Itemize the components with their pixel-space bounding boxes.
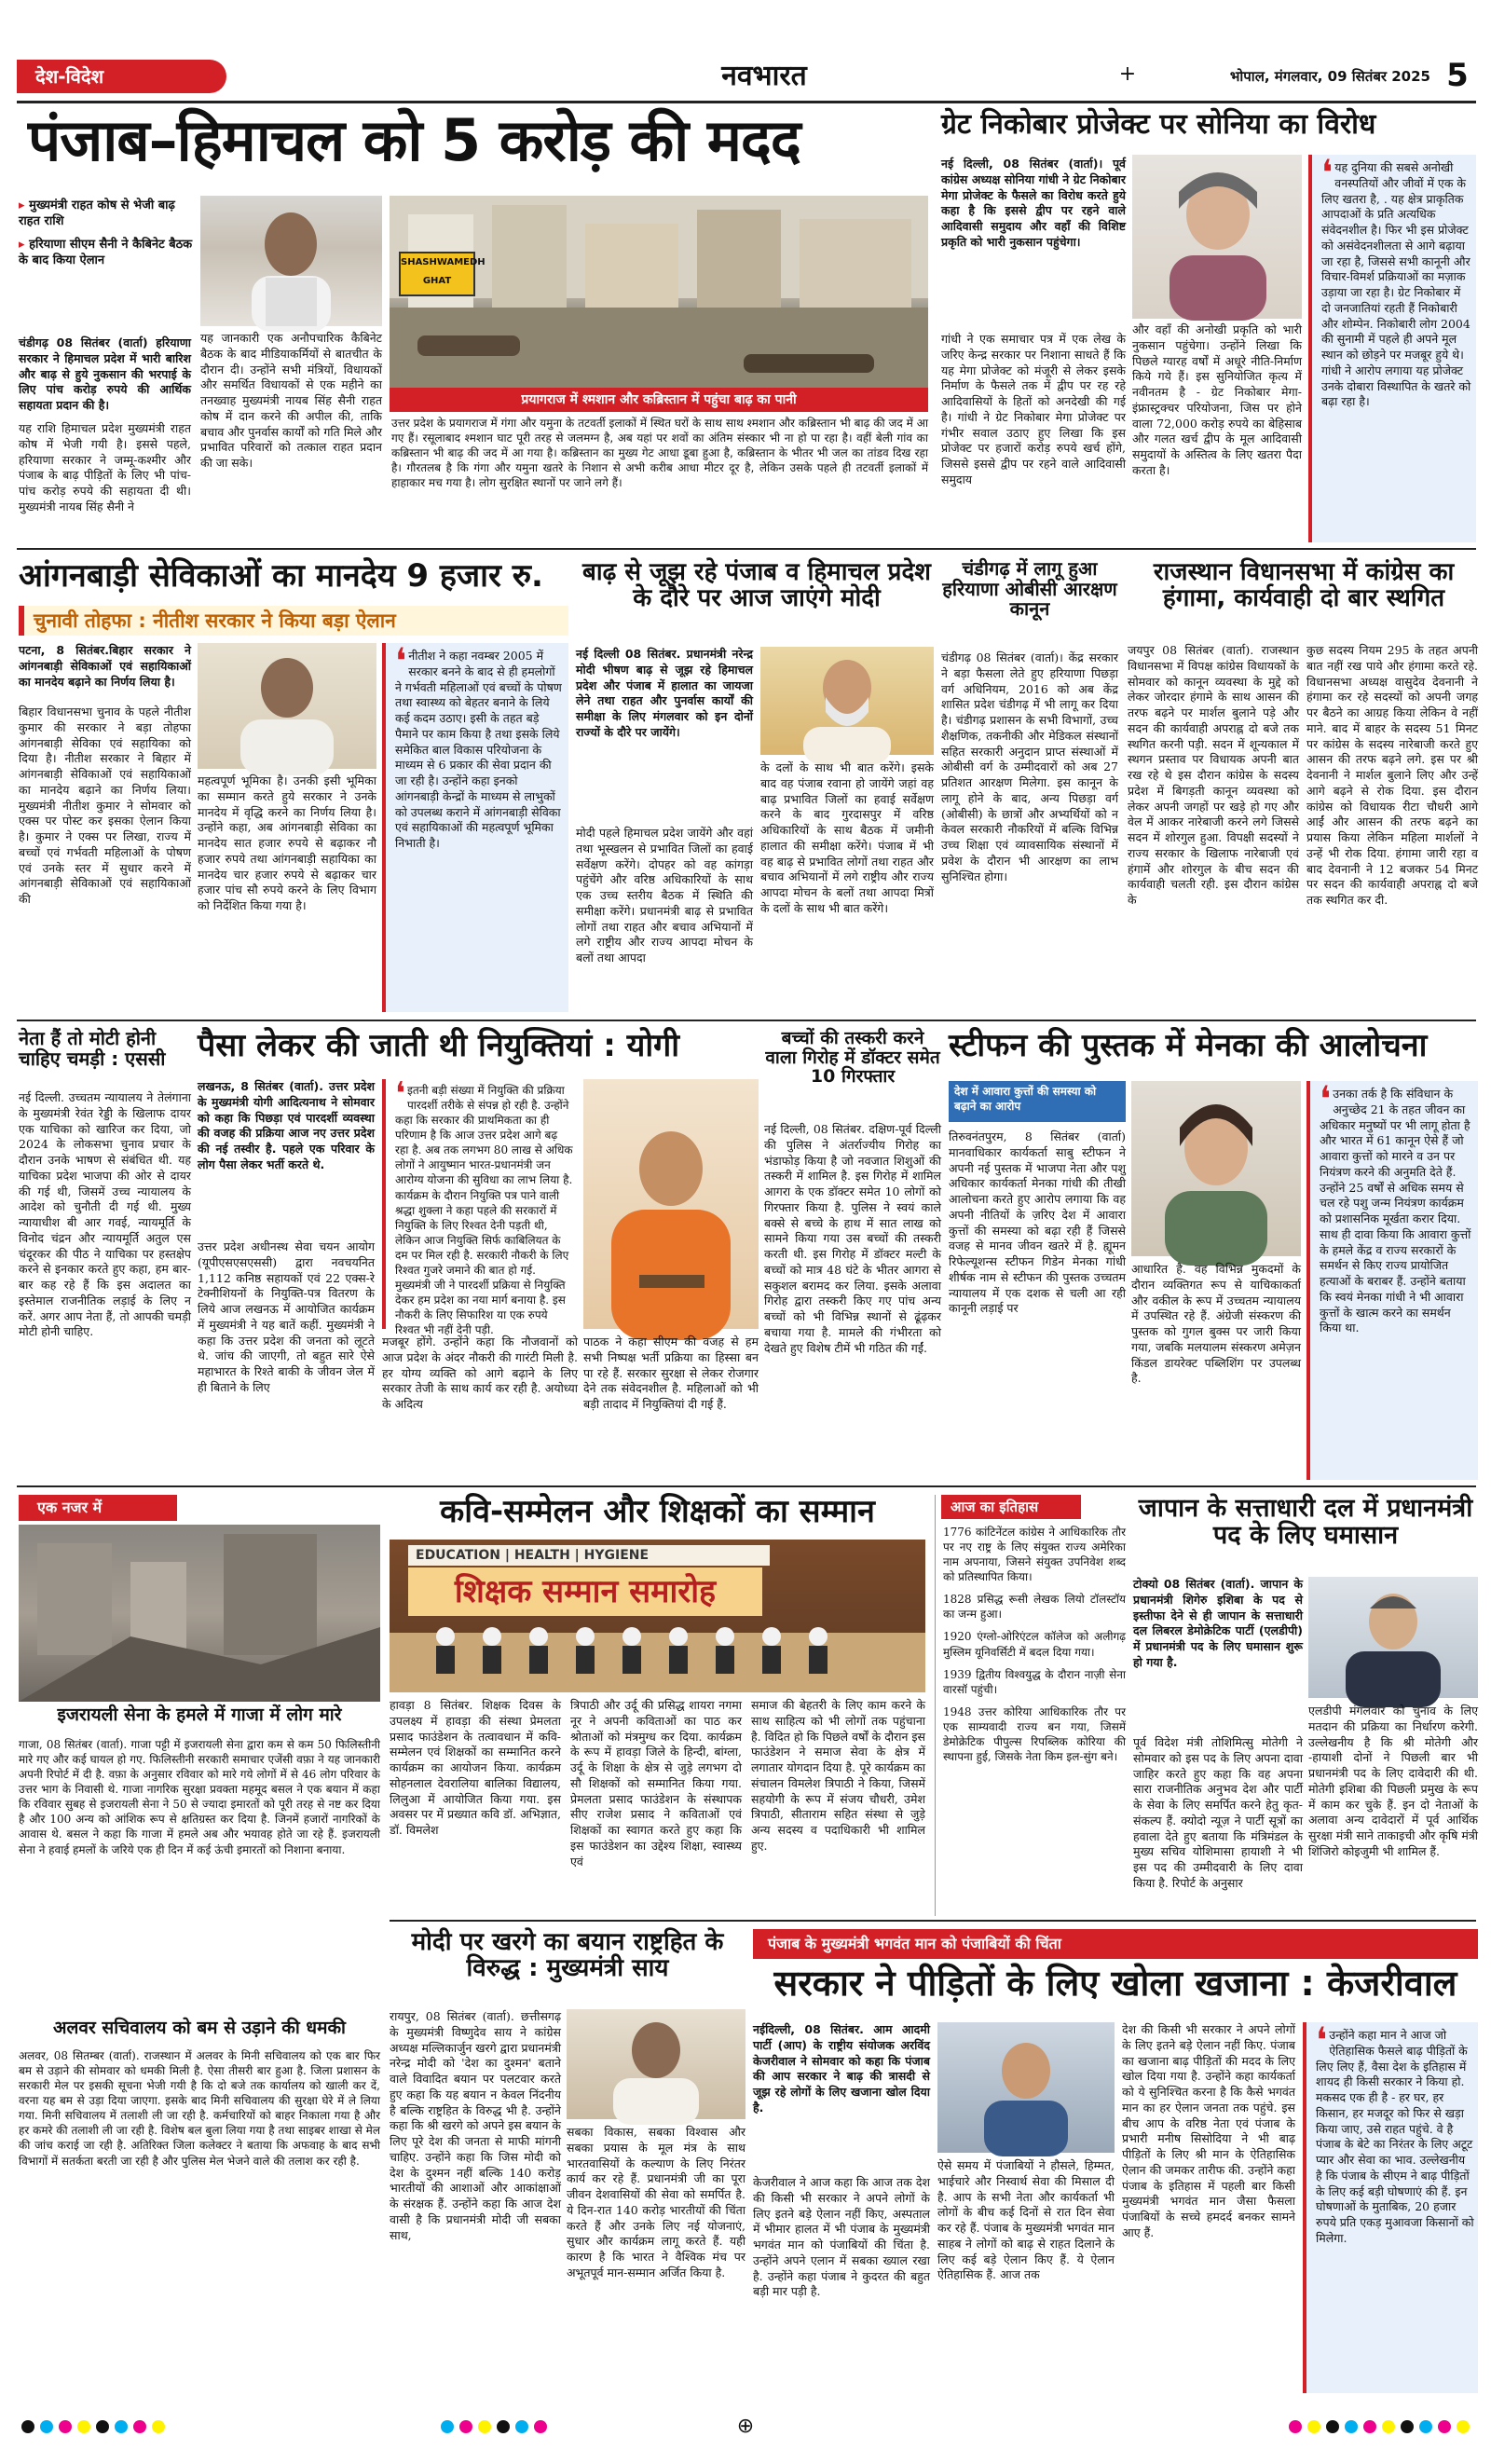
body-kejriwal-col2: ऐसे समय में पंजाबियों ने हौसले, हिम्मत, भाईचारे और निस्वार्थ सेवा की मिसाल दी है. आप के सभी नेता और कार्यकर्ता भी लोगों के बीच कई दिनों से रात दिन सेवा कर रहे हैं. पंजाब के मुख्यमंत्री भगवंत मान साहब ने लोगों को बाढ़ से राहत दिलाने के लिए कई बड़े ऐलान किए हैं. ये ऐलान ऐतिहासिक हैं. आज तक: [937, 2158, 1115, 2282]
bullet-2: ▸ हरियाणा सीएम सैनी ने कैबिनेट बैठक के बाद किया ऐलान: [19, 237, 193, 267]
photo-prayagraj-flood: [390, 196, 928, 412]
photo-japan-minister: [1308, 1577, 1478, 1698]
body-sc: नई दिल्ली. उच्चतम न्यायालय ने तेलंगाना के मुख्यमंत्री रेवंत रेड्डी के खिलाफ दायर एक याचिका को खारिज कर दिया, जो 2024 के लोकसभा चुनाव प्रचार के दौरान उनके भाषण से संबंधित थी. यह याचिका प्रदेश भाजपा की ओर से दायर की गई थी, जिसमें उच्च न्यायालय के आदेश को चुनौती दी गई थी. मुख्य न्यायाधीश बी आर गवई, न्यायमूर्ति के विनोद चंद्रन और न्यायमूर्ति अतुल एस चंदूरकर की पीठ ने याचिका पर हस्तक्षेप करने से इनकार करते हुए कहा, हम बार-बार कह रहे हैं कि इस अदालत का इस्तेमाल राजनीतिक लड़ाई के लिए न करें. अगर आप नेता हैं, तो आपकी चमड़ी मोटी होनी चाहिए.: [19, 1090, 191, 1339]
itihas-entry: 1948 उत्तर कोरिया आधिकारिक तौर पर एक साम्यवादी राज्य बन गया, जिसमें डेमोक्रेटिक पीपुल्स रिपब्लिक कोरिया की स्थापना हुई, जिसके नेता किम इल-सुंग बने।: [943, 1704, 1126, 1764]
headline-alwar: अलवर सचिवालय को बम से उड़ाने की धमकी: [53, 2018, 346, 2038]
itihas-label: आज का इतिहास: [941, 1495, 1081, 1519]
quote-anganwadi-text: नीतीश ने कहा नवम्बर 2005 में सरकार बनने के बाद से ही हमलोगों ने गर्भवती महिलाओं एवं बच्चों के पोषण तथा स्वास्थ्य को बेहतर बनाने के लिये कई कदम उठाए। इसी के तहत बड़े पैमाने पर काम किया है तथा इसके लिये समेकित बाल विकास परियोजना के माध्यम से 6 प्रकार की सेवा प्रदान की जा रही है। उन्होंने कहा इनको आंगनबाड़ी केन्द्रों के माध्यम से लाभुकों को उपलब्ध कराने में आंगनबाड़ी सेविका एवं सहायिकाओं की महत्वपूर्ण भूमिका निभाती है।: [395, 649, 562, 850]
quote-maneka-text: उनका तर्क है कि संविधान के अनुच्छेद 21 के तहत जीवन का अधिकार मनुष्यों पर भी लागू होता है और भारत में 61 कानून ऐसे हैं जो आवारा कुत्तों को मारने व उन पर नियंत्रण करने की अनुमति देते हैं. उन्होंने 25 वर्षों से अधिक समय से चल रहे पशु जन्म नियंत्रण कार्यक्रम को प्रशासनिक मूर्खता करार दिया. साथ ही दावा किया कि आवारा कुत्तों के हमले केंद्र व राज्य सरकारों के समर्थन से किए राज्य प्रायोजित हत्याओं के बराबर हैं. उन्होंने बताया कि स्वयं मेनका गांधी ने भी आवारा कुत्तों के खात्म करने का समर्थन किया था.: [1320, 1087, 1471, 1335]
lead-yogi: लखनऊ, 8 सितंबर (वार्ता). उत्तर प्रदेश के मुख्यमंत्री योगी आदित्यनाथ ने सोमवार को कहा कि पिछड़ा एवं पारदर्शी व्यवस्था की वजह की प्रक्रिया आज नए उत्तर प्रदेश की नई तस्वीर है. पहले एक परिवार के लोग पैसा लेकर भर्ती करते थे.: [198, 1079, 375, 1171]
headline-obc: चंडीगढ़ में लागू हुआ हरियाणा ओबीसी आरक्षण कानून: [942, 557, 1117, 621]
quote-sonia-text: यह दुनिया की सबसे अनोखी वनस्पतियों और जीवों में एक के लिए खतरा है, . यह क्षेत्र प्राकृतिक आपदाओं के प्रति अत्यधिक संवेदनशील है। फिर भी इस प्रोजेक्ट को असंवेदनशीलता से आगे बढ़ाया जा रहा है, जिससे सभी कानूनी और विचार-विमर्श प्रक्रियाओं का मज़ाक उड़ाया जा रहा है। ग्रेट निकोबार में दो जनजातियां रहती हैं निकोबारी और शोम्पेन. निकोबारी लोग 2004 की सुनामी में पहले ही अपने मूल स्थान को छोड़ने पर मजबूर हुये थे। गांधी ने आरोप लगाया यह प्रोजेक्ट उनके दोबारा विस्थापित के खतरे को बढ़ा रहा है।: [1321, 160, 1471, 409]
quote-anganwadi: [382, 640, 568, 1012]
photo-yogi-adityanath: [583, 1079, 759, 1329]
registration-target-icon: ⊕: [736, 2415, 755, 2438]
quote-mark-icon: ❛: [395, 640, 407, 681]
body-sonia-col1: गांधी ने एक समाचार पत्र में एक लेख के जरिए केन्द्र सरकार पर निशाना साधते हैं कि यह मेगा प्रोजेक्ट को मंजूरी से लेकर इसके निर्माण के फैसले तक में द्वीप पर रह रहे आदिवासियों के हितों को अनदेखी की गई है। गांधी ने ग्रेट निकोबार मेगा प्रोजेक्ट पर गंभीर सवाल उठाए हुए लिखा कि इस प्रोजेक्ट पर हजारों करोड़ रुपये खर्च होंगे, जिससे इससे द्वीप पर रहने वाले आदिवासी समुदाय: [941, 332, 1126, 486]
dateline: भोपाल, मंगलवार, 09 सितंबर 2025: [1229, 68, 1430, 85]
body-anganwadi-col1: बिहार विधानसभा चुनाव के पहले नीतीश कुमार की सरकार ने बड़ा तोहफा आंगनबाड़ी सेविका एवं सहायिका को दिया है। नीतीश सरकार ने बिहार में आंगनबाड़ी सेविकाओं एवं सहायिकाओं का मानदेय बढ़ाने का निर्णय लिया। मुख्यमंत्री नीतीश कुमार ने सोमवार को एक्स पर पोस्ट कर इसका ऐलान किया है। कुमार ने एक्स पर लिखा, राज्य में बच्चों एवं गर्भवती महिलाओं के पोषण एवं उनके स्तर में सुधार करने में आंगनबाड़ी सेविकाओं एवं सहायिकाओं की: [19, 705, 191, 906]
registration-cross: +: [1118, 62, 1137, 86]
divider-row3: [17, 1485, 1476, 1487]
portrait-figure-icon: [200, 196, 382, 326]
divider-row1: [17, 548, 1476, 550]
headline-punjab: पंजाब–हिमाचल को 5 करोड़ की मदद: [28, 106, 800, 174]
header-bar: [0, 54, 1491, 101]
quote-mark-icon: ❛: [1321, 152, 1334, 193]
body-sonia-col2: और वहाँ की अनोखी प्रकृति को भारी नुकसान पहुंचेगा। उन्होंने लिखा कि पिछले ग्यारह वर्षों में अधूरे नीति-निर्माण किये गये हैं। इस सुनियोजित कृत्य में नवीनतम है - ग्रेट निकोबार मेगा-इंफ्रास्ट्रक्चर परियोजना, जिस पर होने वाला 72,000 करोड़ रुपये का बेहिसाब और गलत खर्च द्वीप के मूल आदिवासी समुदायों के अस्तित्व के लिए खतरा पैदा करता है।: [1132, 322, 1302, 477]
photo-shikshak-samman: [390, 1540, 925, 1692]
body-kejriwal-col1: केजरीवाल ने आज कहा कि आज तक देश की किसी भी सरकार ने अपने लोगों के लिए इतने बड़े ऐलान नहीं किए, अस्पताल में भीमार हालत में भी पंजाब के मुख्यमंत्री भगवंत मान को पंजाबियों की चिंता है. उन्होंने अपने एलान में सबका ख्याल रखा है. उन्होंने कहा पंजाब ने कुदरत की बहुत बड़ी मार पड़ी है.: [753, 2175, 930, 2299]
quote-kejriwal-text: उन्होंने कहा मान ने आज जो ऐतिहासिक फैसले बाढ़ पीड़ितों के लिए लिए हैं, वैसा देश के इतिहास में शायद ही किसी सरकार ने किया हो. मकसद एक ही है - हर घर, हर किसान, हर मजदूर को फिर से खड़ा किया जाए, उसे राहत पहुंचे. वे है पंजाब के बेटे का निरंतर के लिए अटूट प्यार और सेवा का भाव. उल्लेखनीय है कि पंजाब के सीएम ने बाढ़ पीड़ितों के लिए कई बड़ी घोषणाएं की हैं. इन घोषणाओं के मुताबिक, 20 हजार रुपये प्रति एकड़ मुआवजा किसानों को मिलेगा.: [1316, 2028, 1474, 2245]
quote-mark-icon: ❛: [1316, 2019, 1328, 2060]
photo-narendra-modi: [760, 647, 934, 755]
banner-top: EDUCATION | HEALTH | HYGIENE: [408, 1545, 770, 1566]
headline-kharge: मोदी पर खरगे का बयान राष्ट्रहित के विरुद्ध : मुख्यमंत्री साय: [411, 1928, 724, 1983]
photo-gaza: [19, 1525, 380, 1702]
body-obc: चंडीगढ़ 08 सितंबर (वार्ता)। केंद्र सरकार ने बड़ा फैसला लेते हुए हरियाणा पिछड़ा वर्ग अधिनियम, 2016 को अब केंद्र शासित प्रदेश चंडीगढ़ में भी लागू कर दिया है। चंडीगढ़ प्रशासन के सभी विभागों, उच्च शैक्षणिक, तकनीकी और मेडिकल संस्थानों सहित सरकारी अनुदान प्राप्त संस्थाओं में ओबीसी वर्ग के उम्मीदवारों को अब 27 प्रतिशत आरक्षण मिलेगा. इस कानून के लागू होने के बाद, अन्य पिछड़ा वर्ग (ओबीसी) के छात्रों और अभ्यर्थियों को न केवल सरकारी नौकरियों में बल्कि विभिन्न उच्च शिक्षा एवं व्यावसायिक संस्थानों में प्रवेश के दौरान भी आरक्षण का लाभ सुनिश्चित होगा।: [941, 650, 1118, 883]
quote-yogi-text: इतनी बड़ी संख्या में नियुक्ति की प्रक्रिया पारदर्शी तरीके से संपन्न हो रही है. उन्होंने कहा कि सरकार की प्राथमिकता का ही परिणाम है कि आज उत्तर प्रदेश आगे बढ़ रहा है. अब तक लगभग 80 लाख से अधिक लोगों ने आयुष्मान भारत-प्रधानमंत्री जन आरोग्य योजना की सुविधा का लाभ लिया है. कार्यक्रम के दौरान नियुक्ति पत्र पाने वाली श्रद्धा शुक्ला ने कहा पहले की सरकारों में नियुक्ति के लिए रिश्वत देनी पड़ती थी, लेकिन आज नियुक्ति सिर्फ काबिलियत के दम पर मिल रही है. सरकारी नौकरी के लिए रिश्वत गुजरे जमाने की बात हो गई. मुख्यमंत्री जी ने पारदर्शी प्रक्रिया से नियुक्ति देकर हम प्रदेश का नया मार्ग बनाया है. इस नौकरी के लिए सिफारिश या एक रुपये रिश्वत भी नहीं देनी पड़ी.: [395, 1084, 573, 1337]
ek-nazar-tag: [19, 1495, 380, 1521]
lead-japan: टोक्यो 08 सितंबर (वार्ता). जापान के प्रधानमंत्री शिगेरु इशिबा के पद से इस्तीफा देने से ही जापान के सत्ताधारी दल लिबरल डेमोक्रेटिक पार्टी (एलडीपी) में प्रधानमंत्री पद के लिए घमासान शुरू हो गया है.: [1133, 1577, 1303, 1669]
masthead: नवभारत: [721, 60, 807, 92]
reg-marks-right: [913, 2419, 1472, 2438]
headline-doctor: बच्चों की तस्करी करने वाला गिरोह में डॉक्टर समेत 10 गिरफ्तार: [765, 1028, 940, 1088]
body-kavi-col1: हावड़ा 8 सितंबर. शिक्षक दिवस के उपलक्ष्य में हावड़ा की संस्था प्रेमलता प्रसाद फाउंडेशन के तत्वावधान में कवि-सम्मेलन एवं शिक्षकों का सम्मानित करने कार्यक्रम का आयोजन किया. कार्यक्रम सोहनलाल देवरालिया बालिका विद्यालय, लिलुआ में आयोजित किया गया. इस अवसर पर में प्रख्यात कवि डॉ. अभिज्ञात, डॉ. विमलेश: [390, 1698, 561, 1837]
portrait-figure-icon: [1308, 1577, 1478, 1698]
divider-row4: [390, 1920, 1476, 1922]
portrait-figure-icon: [760, 647, 934, 755]
photo-nitish-kumar: [198, 643, 376, 769]
body-rajasthan-col1: जयपुर 08 सितंबर (वार्ता). राजस्थान विधानसभा में विपक्ष कांग्रेस विधायकों के सोमवार को कानून व्यवस्था के मुद्दे को लेकर जोरदार हंगामे के साथ आसन की तरफ बढ़ने पर मार्शल बुलाने पड़े और सदन की कार्यवाही अपराह्न दो बजे तक स्थगित करनी पड़ी. सदन में शून्यकाल में स्थगन प्रस्ताव पर विधायक अपनी बात रख रहे थे इस दौरान कांग्रेस के सदस्य प्रदेश में बिगड़ती कानून व्यवस्था को लेकर अपनी जगहों पर खड़े हो गए और वेल में आकर नारेबाजी करने लगे जिससे सदन में शोरगुल हुआ. विपक्षी सदस्यों ने राज्य सरकार के खिलाफ नारेबाजी एवं हंगामें और शोरगुल के बीच सदन की कार्यवाही चलती रही. इस दौरान कांग्रेस के: [1128, 643, 1299, 907]
headline-yogi: पैसा लेकर की जाती थी नियुक्तियां : योगी: [198, 1027, 680, 1064]
itihas-entry: 1939 द्वितीय विश्वयुद्ध के दौरान नाज़ी सेना वारसॉ पहुंची।: [943, 1667, 1126, 1696]
banner-main: शिक्षक सम्मान समारोह: [408, 1567, 762, 1616]
headline-sc: नेता हैं तो मोटी होनी चाहिए चमड़ी : एससी: [19, 1027, 166, 1070]
itihas-entry: 1920 एंग्लो-ओरिएंटल कॉलेज को अलीगढ़ मुस्लिम यूनिवर्सिटी में बदल दिया गया।: [943, 1630, 1126, 1659]
headline-maneka: स्टीफन की पुस्तक में मेनका की आलोचना: [949, 1027, 1428, 1064]
portrait-figure-icon: [937, 2022, 1115, 2153]
flood-scene: [390, 196, 928, 412]
headline-kejriwal: सरकार ने पीड़ितों के लिए खोला खजाना : केजरीवाल: [773, 1963, 1457, 2004]
lead-kejriwal: नईदिल्ली, 08 सितंबर. आम आदमी पार्टी (आप) के राष्ट्रीय संयोजक अरविंद केजरीवाल ने सोमवार को कहा कि पंजाब की आप सरकार ने बाढ़ की त्रासदी से जूझ रहे लोगों के लिए खजाना खोल दिया है.: [753, 2022, 930, 2115]
headline-rajasthan: राजस्थान विधानसभा में कांग्रेस का हंगामा, कार्यवाही दो बार स्थगित: [1153, 558, 1455, 613]
kicker-anganwadi: चुनावी तोहफा : नीतीश सरकार ने किया बड़ा ऐलान: [19, 606, 568, 636]
kicker-maneka: देश में आवारा कुत्तों की समस्या को बढ़ाने का आरोप: [949, 1081, 1126, 1122]
body-rajasthan-col2: कुछ सदस्य नियम 295 के तहत अपनी बात नहीं रख पाये और हंगामा करते रहे. विधानसभा अध्यक्ष वासुदेव देवनानी ने हंगामा कर रहे सदस्यों को अपनी जगह पर बैठने का आग्रह किया लेकिन वे नहीं माने. बाद में बाहर के सदस्य 51 मिनट पर कांग्रेस के सदस्य नारेबाजी करते हुए आसन की तरफ बढ़ने लगे. इस पर श्री देवनानी ने मार्शल बुलाने लिए और उन्हें आगे बढ़ने से रोक दिया. इस दौरान कांग्रेस को विधायक रीटा चौधरी आगे आईं और आसन की तरफ बढ़ने का प्रयास किया लेकिन महिला मार्शलों ने उन्हें भी रोक दिया. हंगामा जारी रहा व बाद देवनानी ने 12 बजकर 54 मिनट पर सदन की कार्यवाही अपराह्न दो बजे तक स्थगित कर दी.: [1306, 643, 1478, 907]
headline-modi-flood: बाढ़ से जूझ रहे पंजाब व हिमाचल प्रदेश के दौरे पर आज जाएंगे मोदी: [582, 558, 931, 613]
headline-gaza: इजरायली सेना के हमले में गाजा में लोग मारे: [57, 1704, 342, 1725]
photo-caption-bar: प्रयागराज में श्मशान और कब्रिस्तान में पहुंचा बाढ़ का पानी: [390, 388, 928, 412]
portrait-figure-icon: [567, 2009, 746, 2119]
body-kharge-col2: सबका विकास, सबका विश्वास और सबका प्रयास के मूल मंत्र के साथ भारतवासियों के कल्याण के लिए निरंतर कार्य कर रहे हैं. प्रधानमंत्री जी का पूरा जीवन देशवासियों की सेवा को समर्पित है. ये दिन-रात 140 करोड़ भारतीयों की चिंता करते हैं और उनके लिए नई योजनाएं, सुधार और कार्यक्रम लागू करते हैं. यही कारण है कि भारत ने वैश्विक मंच पर अभूतपूर्व मान-सम्मान अर्जित किया है.: [567, 2125, 746, 2279]
headline-kavi: कवि-सम्मेलन और शिक्षकों का सम्मान: [440, 1493, 875, 1530]
body-japan-col2: एलडीपी मंगलवार को चुनाव के लिए मतदान की प्रक्रिया का निर्धारण करेगी. उल्लेखनीय है कि श्री मोतेगी और -हायाशी दोनों ने पिछली बार भी प्रधानमंत्री पद के लिए दावेदारी की थी. मोतेगी इशिबा की पिछली प्रमुख के रूप में काम कर चुके हैं. इन दो नेताओं के अलावा अन्य दावेदारों में पूर्व आर्थिक सुरक्षा मंत्री साने ताकाइची और कृषि मंत्री शिंजिरो कोइजुमी भी शामिल हैं.: [1308, 1704, 1478, 1858]
reg-marks-center: [438, 2419, 718, 2438]
ek-nazar-label: एक नजर में: [19, 1495, 177, 1521]
body-kejriwal-col3: देश की किसी भी सरकार ने अपने लोगों के लिए इतने बड़े ऐलान नहीं किए. पंजाब का खजाना बाढ़ पीड़ितों की मदद के लिए खोल दिया गया है. उन्होंने कहा कार्यकर्ता को ये सुनिश्चित करना है कि कैसे भगवंत मान का हर ऐलान जनता तक पहुंचे. इस बीच आप के वरिष्ठ नेता एवं पंजाब के प्रभारी मनीष सिसोदिया ने भी बाढ़ पीड़ितों के लिए श्री मान के ऐतिहासिक ऐलान की जमकर तारीफ की. उन्होंने कहा पंजाब के इतिहास में पहली बार किसी मुख्यमंत्री भगवंत मान जैसा फैसला पंजाबियों के सच्चे हमदर्द बनकर सामने आए हैं.: [1122, 2022, 1295, 2239]
body-yogi-col1: उत्तर प्रदेश अधीनस्थ सेवा चयन आयोग (यूपीएसएसएससी) द्वारा नवचयनित 1,112 कनिष्ठ सहायकों एवं 22 एक्स-रे टेक्नीशियनों के नियुक्ति-पत्र वितरण के लिये आज लखनऊ में आयोजित कार्यक्रम में मुख्यमंत्री ने यह बातें कहीं. मुख्यमंत्री ने कहा कि उत्तर प्रदेश की जनता को लूटते थे. जांच की जाएगी, तो बहुत सारे ऐसे महाभारत के रिश्ते बाकी के जीवन जेल में ही बिताने के लिए: [198, 1239, 375, 1394]
stage-people: [390, 1540, 925, 1692]
headline-sonia: ग्रेट निकोबार प्रोजेक्ट पर सोनिया का विरोध: [941, 108, 1376, 141]
headline-anganwadi: आंगनबाड़ी सेविकाओं का मानदेय 9 हजार रु.: [19, 557, 543, 595]
body-kharge-col1: रायपुर, 08 सितंबर (वार्ता). छत्तीसगढ़ के मुख्यमंत्री विष्णुदेव साय ने कांग्रेस अध्यक्ष मल्लिकार्जुन खरगे द्वारा प्रधानमंत्री नरेन्द्र मोदी को 'देश का दुश्मन' बताने वाले विवादित बयान पर पलटवार करते हुए कहा कि यह बयान न केवल निंदनीय है बल्कि राष्ट्रहित के विरुद्ध भी है. उन्होंने कहा कि श्री खरगे को अपने इस बयान के लिए पूरे देश की जनता से माफी मांगनी चाहिए. उन्होंने कहा कि जिस मोदी को देश के दुश्मन नहीं बल्कि 140 करोड़ भारतीयों की आशाओं और आकांक्षाओं के संरक्षक हैं. उन्होंने कहा कि आज देश वासी है कि प्रधानमंत्री मोदी जी सबका साथ,: [390, 2009, 561, 2242]
body-maneka-col1: तिरुवनंतपुरम, 8 सितंबर (वार्ता) मानवाधिकार कार्यकर्ता साबु स्टीफन ने अपनी नई पुस्तक में भाजपा नेता और पशु अधिकार कार्यकर्ता मेनका गांधी की तीखी आलोचना करते हुए आरोप लगाया कि वह अपनी नीतियों के ज़रिए देश में आवारा कुत्तों की समस्या को बढ़ा रही हैं जिससे वजह से मानव जीवन खतरे में है. ह्यूमन रिफेल्यूशन्स स्टीफन गिडेन मेनका गांधी शीर्षक नाम से स्टीफन की पुस्तक उच्चतम न्यायालय में एक दशक से चली आ रही कानूनी लड़ाई पर: [949, 1129, 1126, 1316]
quote-maneka: [1306, 1078, 1478, 1480]
body-doctor: नई दिल्ली, 08 सितंबर. दक्षिण-पूर्व दिल्ली की पुलिस ने अंतर्राज्यीय गिरोह का भंडाफोड़ किया है जो नवजात शिशुओं की तस्करी में शामिल है. इस गिरोह में शामिल आगरा के एक डॉक्टर समेत 10 लोगों को गिरफ्तार किया है. पुलिस ने स्वयं काले बक्से से बच्चे के हाथ में सात लाख को सामने किया गया उस बच्चों की तस्करी करती थी. इस गिरोह में डॉक्टर मल्टी के बच्चों को मात्र 48 घंटे के भीतर आगरा से सकुशल बरामद कर लिया. इसके अलावा गिरोह द्वारा तस्करी किए गए पांच अन्य बच्चों को भी विभिन्न स्थानों से ढूंढ़कर बचाया गया है. मामले की गंभीरता को देखते हुए विशेष टीमें भी गठित की गईं.: [764, 1122, 941, 1355]
headline-japan: जापान के सत्ताधारी दल में प्रधानमंत्री पद के लिए घमासान: [1138, 1494, 1473, 1551]
quote-mark-icon: ❛: [1320, 1078, 1332, 1119]
divider-row2: [17, 1020, 1476, 1021]
quote-yogi: [382, 1075, 578, 1337]
photo-nayab-saini: [200, 196, 382, 326]
portrait-figure-icon: [1132, 155, 1302, 319]
body-punjab-col1: यह राशि हिमाचल प्रदेश मुख्यमंत्री राहत कोष में भेजी गयी है। इससे पहले, हरियाणा सरकार ने जम्मू-कश्मीर और पंजाब के बाढ़ पीड़ितों के लिए भी पांच-पांच करोड़ रुपये की सहायता दी थी। मुख्यमंत्री नायब सिंह सैनी ने: [19, 421, 191, 513]
bullet-1: ▸ मुख्यमंत्री राहत कोष से भेजी बाढ़ राहत राशि: [19, 198, 175, 228]
portrait-figure-icon: [198, 643, 376, 769]
ghat-signboard: SHASHWAMEDH GHAT: [399, 252, 475, 296]
rubble-scene: [19, 1525, 380, 1702]
section-tag: देश-विदेश: [17, 60, 226, 93]
lead-anganwadi: पटना, 8 सितंबर.बिहार सरकार ने आंगनबाड़ी सेविकाओं एवं सहायिकाओं का मानदेय बढ़ाने का निर्णय लिया है।: [19, 643, 191, 689]
portrait-figure-icon: [583, 1079, 759, 1329]
body-kavi-col2: त्रिपाठी और उर्दू की प्रसिद्ध शायरा नगमा नूर ने अपनी कविताओं का पाठ कर श्रोताओं को मंत्रमुग्ध कर दिया. कार्यक्रम के रूप में हावड़ा जिले के हिन्दी, बांग्ला, उर्दू के शिक्षा के क्षेत्र से जुड़े लगभग दो सौ शिक्षकों को सम्मानित किया गया. प्रेमलता प्रसाद फाउंडेशन के संस्थापक सीए राजेश प्रसाद ने कविताओं एवं शिक्षकों का स्वागत करते हुए कहा कि इस फाउंडेशन का उद्देश्य शिक्षा, स्वास्थ्य एवं: [570, 1698, 742, 1869]
body-kavi-col3: समाज की बेहतरी के लिए काम करने के साथ साहित्य को भी लोगों तक पहुंचाना है. विदित हो कि पिछले वर्षों के दौरान इस फाउंडेशन ने समाज सेवा के क्षेत्र में लगातार योगदान दिया है. पूरे कार्यक्रम का संचालन विमलेश त्रिपाठी ने किया, जिसमें सहयोगी के रूप में संजय चौधरी, उमेश त्रिपाठी, सीताराम सहित संस्था से जुड़े अन्य सदस्य व पदाधिकारी भी शामिल हुए.: [751, 1698, 925, 1853]
body-yogi-col3: पाठक ने कहा सीएम की वजह से हम सभी निष्पक्ष भर्ती प्रक्रिया का हिस्सा बन पा रहे हैं. सरकार सुरक्षा से लेकर रोजगार देने तक संवेदनशील है. महिलाओं को भी बड़ी तादाद में नियुक्तियां दी गई हैं.: [583, 1335, 759, 1411]
quote-kejriwal: [1303, 2019, 1478, 2393]
body-modi-flood-col1: मोदी पहले हिमाचल प्रदेश जायेंगे और वहां तथा भूस्खलन से प्रभावित जिलों का हवाई सर्वेक्षण करेंगे। दोपहर को वह कांगड़ा पहुंचेंगे और वरिष्ठ अधिकारियों के साथ एक उच्च स्तरीय बैठक में स्थिति की समीक्षा करेंगे। प्रधानमंत्री बाढ़ से प्रभावित लोगों तथा राहत और बचाव अभियानों में लगे राष्ट्रीय और राज्य आपदा मोचन के बलों तथा आपदा: [576, 826, 753, 965]
lead-sonia: नई दिल्ली, 08 सितंबर (वार्ता)। पूर्व कांग्रेस अध्यक्ष सोनिया गांधी ने ग्रेट निकोबार मेगा प्रोजेक्ट के फैसले का विरोध करते हुये कहा है कि इससे द्वीप पर रहने वाले आदिवासी समुदाय और वहाँ की विशिष्ट प्रकृति को भारी नुकसान पहुंचेगा।: [941, 157, 1126, 249]
quote-sonia: [1308, 152, 1476, 542]
lead-punjab: चंडीगढ़ 08 सितंबर (वार्ता) हरियाणा सरकार ने हिमाचल प्रदेश में भारी बारिश और बाढ़ से हुये नुकसान की भरपाई के लिए पांच करोड़ रुपये की आर्थिक सहायता प्रदान की है।: [19, 335, 191, 412]
print-registration-bar: [0, 2414, 1491, 2442]
body-japan-col1: पूर्व विदेश मंत्री तोशिमित्सु मोतेगी ने सोमवार को इस पद के लिए अपना दावा जाहिर करते हुए कहा कि वह अपना सारा राजनीतिक अनुभव देश और पार्टी के सेवा के लिए समर्पित करने हेतु कृत-संकल्प हैं. क्योदो न्यूज़ ने पार्टी सूत्रों का हवाला देते हुए बताया कि मंत्रिमंडल के मुख्य सचिव योशिमासा हायाशी ने भी इस पद की उम्मीदवारी के लिए दावा किया है. रिपोर्ट के अनुसार: [1133, 1735, 1303, 1890]
body-anganwadi-col2: महत्वपूर्ण भूमिका है। उनकी इसी भूमिका का सम्मान करते हुये सरकार ने उनके मानदेय में वृद्धि करने का निर्णय लिया है। उन्होंने कहा, अब आंगनबाड़ी सेविका का मानदेय सात हजार रुपये से बढ़ाकर नौ हजार रुपये तथा आंगनबाड़ी सहायिका का मानदेय चार हजार रुपये से बढ़ाकर चार हजार पांच सौ रुपये करने के लिए विभाग को निर्देशित किया गया है।: [198, 773, 376, 912]
body-gaza: गाजा, 08 सितंबर (वार्ता). गाजा पट्टी में इजरायली सेना द्वारा कम से कम 50 फिलिस्तीनी मारे गए और कई घायल हो गए. फिलिस्तीनी सरकारी समाचार एजेंसी वफ़ा ने यह जानकारी अपनी रिपोर्ट में दी है. वफ़ा के अनुसार रविवार को मारे गये लोगों में से 46 लोग परिवार के उत्तर भाग के निवासी थे. गाजा नागरिक सुरक्षा प्रवक्ता महमूद बसल ने एक बयान में कहा कि रविवार सुबह से इजरायली सेना ने 50 से ज्यादा इमारतों को पूरी तरह से नष्ट कर दिया है और 100 अन्य को आंशिक रूप से क्षतिग्रस्त कर दिया है. जिनमें हजारों नागरिकों के आवास थे. बसल ने कहा कि गाजा में हमले अब और भयावह होते जा रहे हैं. इजरायली सेना ने हवाई हमलों के जरिये एक ही दिन में कई ऊंची इमारतों को निशाना बनाया.: [19, 1738, 380, 1856]
header-rule: [17, 101, 1476, 103]
itihas-entry: 1828 प्रसिद्ध रूसी लेखक लियो टॉलस्टॉय का जन्म हुआ।: [943, 1593, 1126, 1622]
bullets-punjab: [19, 198, 196, 284]
quote-mark-icon: ❛: [395, 1075, 405, 1113]
photo-vishnudeo-sai: [567, 2009, 746, 2119]
itihas-entry: 1776 कांटिनेंटल कांग्रेस ने आधिकारिक तौर पर नए राष्ट्र के लिए संयुक्त राज्य अमेरिका नाम अपनाया, जिसने संयुक्त उपनिवेश शब्द को प्रतिस्थापित किया।: [943, 1526, 1126, 1584]
reg-marks-left: [19, 2419, 298, 2438]
photo-text-prayagraj: उत्तर प्रदेश के प्रयागराज में गंगा और यमुना के तटवर्ती इलाकों में स्थित घरों के साथ साथ श्मशान और कब्रिस्तान भी बाढ़ की जद में आ गए हैं। रसूलाबाद श्मशान घाट पूरी तरह से जलमग्न है, अब यहां पर शवों का अंतिम संस्कार भी ना हो पा रहा है। वहीं बेली गांव का कब्रिस्तान भी बाढ़ की जद में आ गया है। कब्रिस्तान का मुख्य गेट आधा डूबा हुआ है, कब्रिस्तान के भीतर भी जल का तांडव दिख रहा है। गौरतलब है कि गंगा और यमुना खतरे के निशान से अभी करीब आधा मीटर दूर है, लेकिन उसके पहले ही तटवर्ती इलाकों में हाहाकार मच गया है। लोग सुरक्षित स्थानों पर जाने लगे हैं।: [391, 417, 928, 490]
itihas-box: [935, 1495, 1128, 1916]
photo-sonia-gandhi: [1132, 155, 1302, 319]
body-alwar: अलवर, 08 सितम्बर (वार्ता). राजस्थान में अलवर के मिनी सचिवालय को एक बार फिर बम से उड़ाने की सोमवार को धमकी मिली है. ऐसा तीसरी बार हुआ है. जिला प्रशासन के सरकारी मेल पर इसकी सूचना भेजी गयी है कि दो बजे तक कार्यालय को खाली कर दें, वरना यह बम से उड़ा दिया जाएगा. इसके बाद मिनी सचिवालय की सुरक्षा घेरे में ले लिया गया. मिनी सचिवालय में तलाशी ली जा रही है. कर्मचारियों को बाहर निकाला गया है और हर कमरे की तलाशी ली जा रही है. विशेष बल बुला लिया गया है तथा साइबर शाखा से मेल की जांच कराई जा रही है. अतिरिक्त जिला कलेक्टर ने बताया कि अफवाह के बाद सभी विभागों में सतर्कता बरती जा रही है और पुलिस मेल भेजने वाले की तलाश कर रही है.: [19, 2049, 380, 2168]
kejriwal-banner: पंजाब के मुख्यमंत्री भगवंत मान को पंजाबियों की चिंता: [753, 1929, 1478, 1959]
photo-arvind-kejriwal: [937, 2022, 1115, 2153]
itihas-list: [943, 1525, 1126, 1912]
portrait-figure-icon: [1131, 1081, 1301, 1256]
body-modi-flood-col2: के दलों के साथ भी बात करेंगे। इसके बाद वह पंजाब रवाना हो जायेंगे जहां वह बाढ़ प्रभावित जिलों का हवाई सर्वेक्षण करने के बाद गुरदासपुर में वरिष्ठ अधिकारियों के साथ बैठक में जमीनी हालात की समीक्षा करेंगे। पंजाब में भी वह बाढ़ से प्रभावित लोगों तथा राहत और बचाव अभियानों में लगे राष्ट्रीय और राज्य आपदा मोचन के बलों तथा आपदा मित्रों के दलों के साथ भी बात करेंगे।: [760, 760, 934, 915]
lead-modi-flood: नई दिल्ली 08 सितंबर. प्रधानमंत्री नरेन्द्र मोदी भीषण बाढ़ से जूझ रहे हिमाचल प्रदेश और पंजाब में हालात का जायजा लेने तथा राहत और पुनर्वास कार्यों की समीक्षा के लिए मंगलवार को इन दोनों राज्यों के दौरे पर जायेंगे।: [576, 647, 753, 739]
body-yogi-col2: मजबूर होंगे. उन्होंने कहा कि नौजवानों को आज प्रदेश के अंदर नौकरी की गारंटी मिली है. हर योग्य व्यक्ति को आगे बढ़ाने के लिए सरकार तेजी के साथ कार्य कर रही है. अयोध्या के अदित्य: [382, 1335, 578, 1411]
body-punjab-col2: यह जानकारी एक अनौपचारिक कैबिनेट बैठक के बाद मीडियाकर्मियों से बातचीत के दौरान दी। उन्होंने सभी मंत्रियों, विधायकों और समर्थित विधायकों से एक महीने का तनख्वाह मुख्यमंत्री नायब सिंह सैनी राहत कोष में दान करने की अपील की, ताकि बचाव और पुनर्वास कार्यों को गति मिले और प्रभावित परिवारों को तत्काल राहत प्रदान की जा सके।: [200, 331, 382, 470]
photo-maneka-gandhi: [1131, 1081, 1301, 1256]
page-number: 5: [1446, 57, 1469, 94]
body-maneka-col2: आधारित है. वह विभिन्न मुकदमों के दौरान व्यक्तिगत रूप से याचिकाकर्ता और वकील के रूप में उच्चतम न्यायालय में उपस्थित रहे हैं. अंग्रेजी संस्करण की पुस्तक को गुगल बुक्स पर जारी किया गया, जबकि मलयालम संस्करण अमेज़न किंडल डायरेक्ट पब्लिशिंग पर उपलब्ध है.: [1131, 1262, 1301, 1386]
